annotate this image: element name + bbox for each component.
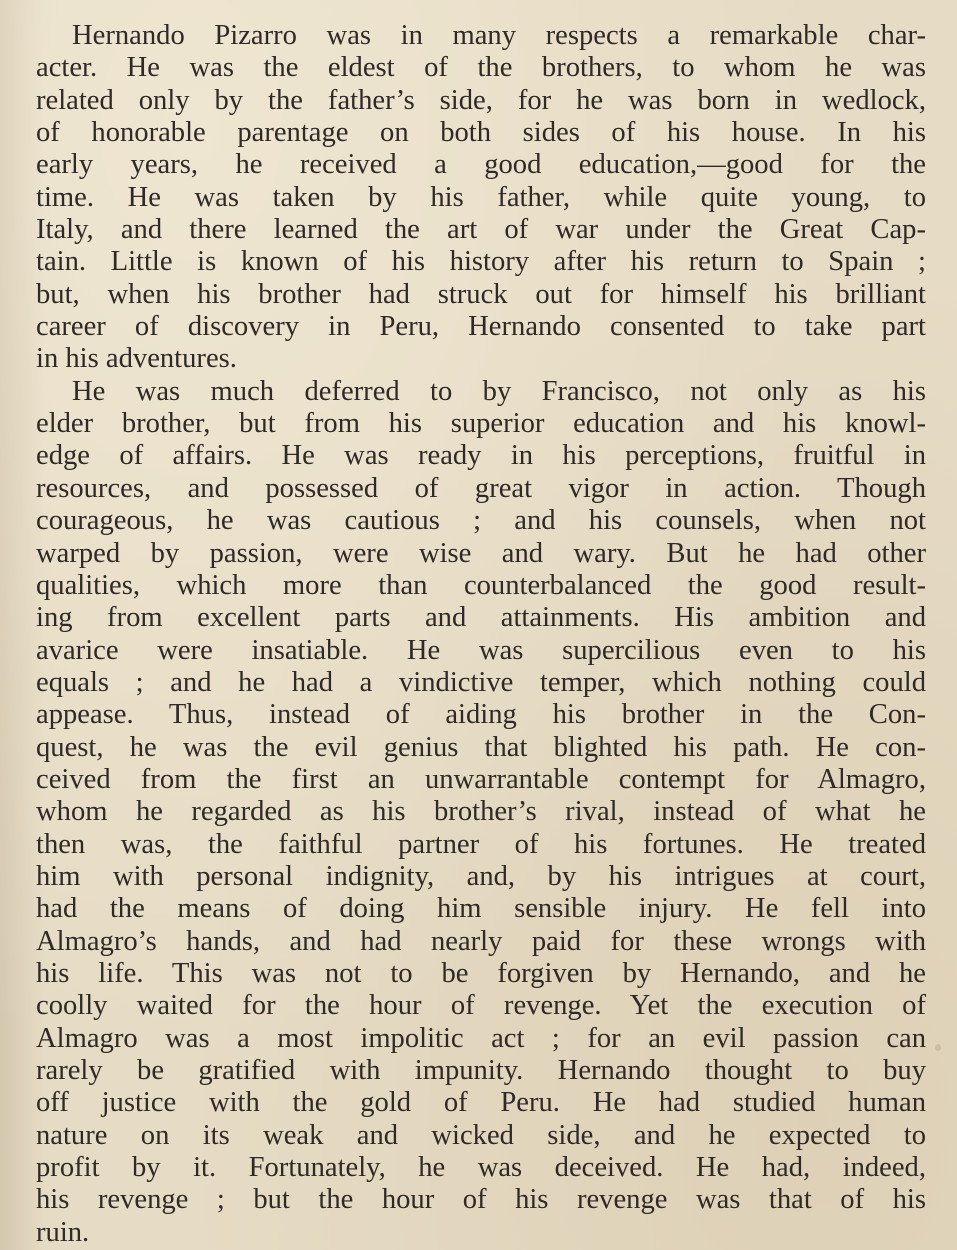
text-line: He was much deferred to by Francisco, not only as his [72,375,926,407]
text-line: his life. This was not to be forgiven by Hernando, and he [36,957,926,989]
text-line: Almagro was a most impolitic act ; for an evil passion can [36,1022,926,1054]
text-line: whom he regarded as his brother’s rival, instead of what he [36,796,926,828]
text-line: resources, and possessed of great vigor in action. Though [36,472,926,504]
text-line: Italy, and there learned the art of war under the Great Cap- [36,214,926,246]
text-line: but, when his brother had struck out for himself his brilliant [36,278,926,310]
text-line: elder brother, but from his superior education and his knowl- [36,408,926,440]
text-line: courageous, he was cautious ; and his counsels, when not [36,505,926,537]
text-line: quest, he was the evil genius that blighted his path. He con- [36,731,926,763]
text-line: profit by it. Fortunately, he was deceived. He had, indeed, [36,1152,926,1184]
text-line: appease. Thus, instead of aiding his brother in the Con- [36,699,926,731]
text-line: Almagro’s hands, and had nearly paid for these wrongs with [36,925,926,957]
text-line: him with personal indignity, and, by his intrigues at court, [36,860,926,892]
text-line: in his adventures. [36,343,237,375]
text-line: rarely be gratified with impunity. Hernando thought to buy [36,1055,926,1086]
text-line: off justice with the gold of Peru. He had studied human [36,1087,926,1119]
text-line: related only by the father’s side, for he was born in wedlock, [36,84,926,116]
text-line: had the means of doing him sensible injury. He fell into [36,893,926,925]
text-line: edge of affairs. He was ready in his perceptions, fruitful in [36,440,926,472]
text-line: time. He was taken by his father, while quite young, to [36,181,926,213]
text-line: career of discovery in Peru, Hernando consented to take part [36,311,926,343]
text-line: his revenge ; but the hour of his revenge was that of his [36,1184,926,1216]
text-line: qualities, which more than counterbalanced the good result- [36,569,926,601]
text-line: Hernando Pizarro was in many respects a remarkable char- [72,20,926,51]
text-line: nature on its weak and wicked side, and he expected to [36,1119,926,1151]
text-line: ceived from the first an unwarrantable contempt for Almagro, [36,763,926,795]
paper-speck [935,1044,941,1051]
text-line: ing from excellent parts and attainments. His ambition and [36,602,926,634]
text-line: early years, he received a good education,—good for the [36,149,926,181]
body-text [36,20,926,1249]
text-line: warped by passion, were wise and wary. But he had other [36,537,926,569]
text-line: ruin. [36,1216,90,1248]
paragraph-2 [36,376,926,1249]
text-line: coolly waited for the hour of revenge. Yet the execution of [36,990,926,1022]
text-line: acter. He was the eldest of the brothers, to whom he was [36,52,926,84]
text-line: equals ; and he had a vindictive temper, which nothing could [36,666,926,698]
text-line: tain. Little is known of his history after his return to Spain ; [36,246,926,278]
text-line: then was, the faithful partner of his fortunes. He treated [36,828,926,860]
text-line: of honorable parentage on both sides of his house. In his [36,117,926,149]
paragraph-1 [36,20,926,376]
text-line: avarice were insatiable. He was supercilious even to his [36,634,926,666]
